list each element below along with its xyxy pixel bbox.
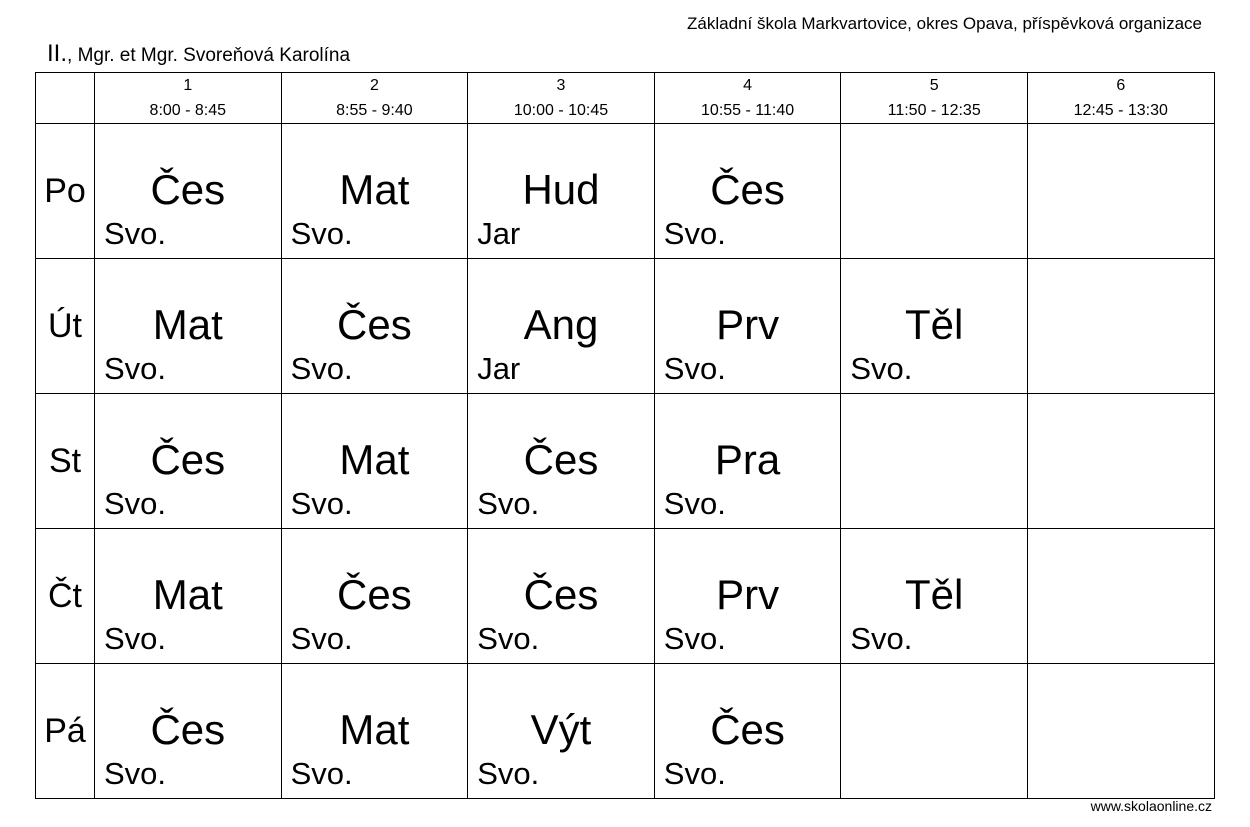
lesson-subject: Mat [339,706,410,753]
class-teacher: , Mgr. et Mgr. Svoreňová Karolína [67,45,351,66]
lesson-subject: Mat [152,301,223,348]
class-title [47,40,350,68]
lesson-cell [654,394,841,529]
period-number: 5 [929,77,939,94]
lesson-teacher: Svo. [104,756,167,791]
lesson-teacher: Svo. [477,621,540,656]
period-header [841,73,1028,124]
lesson-cell [281,529,468,664]
lesson-subject: Čes [523,436,599,483]
period-header [1027,73,1214,124]
lesson-subject: Čes [150,166,226,213]
day-label: Čt [36,529,95,664]
period-header [468,73,655,124]
lesson-cell [841,124,1028,259]
lesson-subject: Mat [152,571,223,618]
lesson-cell [468,529,655,664]
lesson-subject: Čes [523,571,599,618]
lesson-subject: Mat [339,436,410,483]
lesson-cell [654,124,841,259]
lesson-subject: Těl [904,571,964,618]
lesson-cell [95,664,282,799]
lesson-cell [468,394,655,529]
day-row [36,394,1215,529]
lesson-cell [281,394,468,529]
lesson-cell [841,529,1028,664]
lesson-teacher: Svo. [663,486,726,521]
period-time: 8:00 - 8:45 [149,102,227,119]
day-row [36,124,1215,259]
lesson-teacher: Jar [477,351,521,386]
lesson-subject: Čes [337,571,412,618]
period-number: 6 [1116,77,1126,94]
lesson-cell [654,529,841,664]
corner-cell [36,73,95,124]
lesson-teacher: Svo. [850,621,913,656]
lesson-cell [281,259,468,394]
lesson-teacher: Svo. [104,621,167,656]
lesson-cell [468,124,655,259]
lesson-subject: Ang [523,301,599,348]
period-header [281,73,468,124]
lesson-subject: Čes [337,301,412,348]
lesson-cell [841,664,1028,799]
lesson-cell [1027,394,1214,529]
period-number: 4 [743,77,753,94]
lesson-cell [468,664,655,799]
lesson-teacher: Svo. [290,756,353,791]
lesson-cell [1027,529,1214,664]
lesson-teacher: Svo. [104,486,167,521]
lesson-teacher: Svo. [290,486,353,521]
lesson-teacher: Jar [477,216,521,251]
lesson-subject: Mat [339,166,410,213]
lesson-subject: Hud [522,166,600,213]
lesson-teacher: Svo. [104,351,167,386]
school-name: Základní škola Markvartovice, okres Opava, příspěvková organizace [687,14,1202,33]
day-row [36,529,1215,664]
lesson-cell [1027,124,1214,259]
period-time: 12:45 - 13:30 [1073,102,1168,119]
timetable-header [36,73,1215,124]
lesson-cell [95,529,282,664]
lesson-subject: Prv [716,571,780,618]
day-label: Pá [36,664,95,799]
day-row [36,664,1215,799]
lesson-teacher: Svo. [290,216,353,251]
day-row [36,259,1215,394]
lesson-cell [654,259,841,394]
lesson-cell [654,664,841,799]
lesson-teacher: Svo. [290,351,353,386]
day-label: Po [36,124,95,259]
period-number: 3 [556,77,566,94]
period-header [654,73,841,124]
period-time: 8:55 - 9:40 [336,102,413,119]
period-time: 11:50 - 12:35 [887,102,981,119]
lesson-teacher: Svo. [663,216,726,251]
lesson-cell [281,664,468,799]
period-time: 10:00 - 10:45 [513,102,609,119]
day-label: St [36,394,95,529]
timetable [35,72,1215,799]
lesson-teacher: Svo. [477,486,540,521]
lesson-cell [1027,664,1214,799]
period-time: 10:55 - 11:40 [701,102,795,119]
lesson-subject: Prv [716,301,780,348]
lesson-cell [95,394,282,529]
period-number: 1 [183,77,193,94]
lesson-teacher: Svo. [104,216,167,251]
lesson-subject: Pra [714,436,781,483]
timetable-body [36,124,1215,799]
lesson-cell [841,259,1028,394]
lesson-cell [1027,259,1214,394]
lesson-cell [95,259,282,394]
lesson-cell [281,124,468,259]
period-header [95,73,282,124]
lesson-subject: Těl [904,301,964,348]
lesson-subject: Čes [150,706,226,753]
lesson-teacher: Svo. [850,351,913,386]
lesson-subject: Výt [530,706,592,753]
lesson-teacher: Svo. [663,351,726,386]
lesson-teacher: Svo. [663,756,726,791]
lesson-subject: Čes [710,706,785,753]
day-label: Út [36,259,95,394]
lesson-teacher: Svo. [290,621,353,656]
lesson-subject: Čes [710,166,785,213]
class-name: II. [47,40,68,67]
lesson-teacher: Svo. [663,621,726,656]
lesson-subject: Čes [150,436,226,483]
lesson-cell [95,124,282,259]
lesson-teacher: Svo. [477,756,540,791]
lesson-cell [468,259,655,394]
footer-url: www.skolaonline.cz [1090,798,1212,814]
period-number: 2 [369,77,379,94]
lesson-cell [841,394,1028,529]
